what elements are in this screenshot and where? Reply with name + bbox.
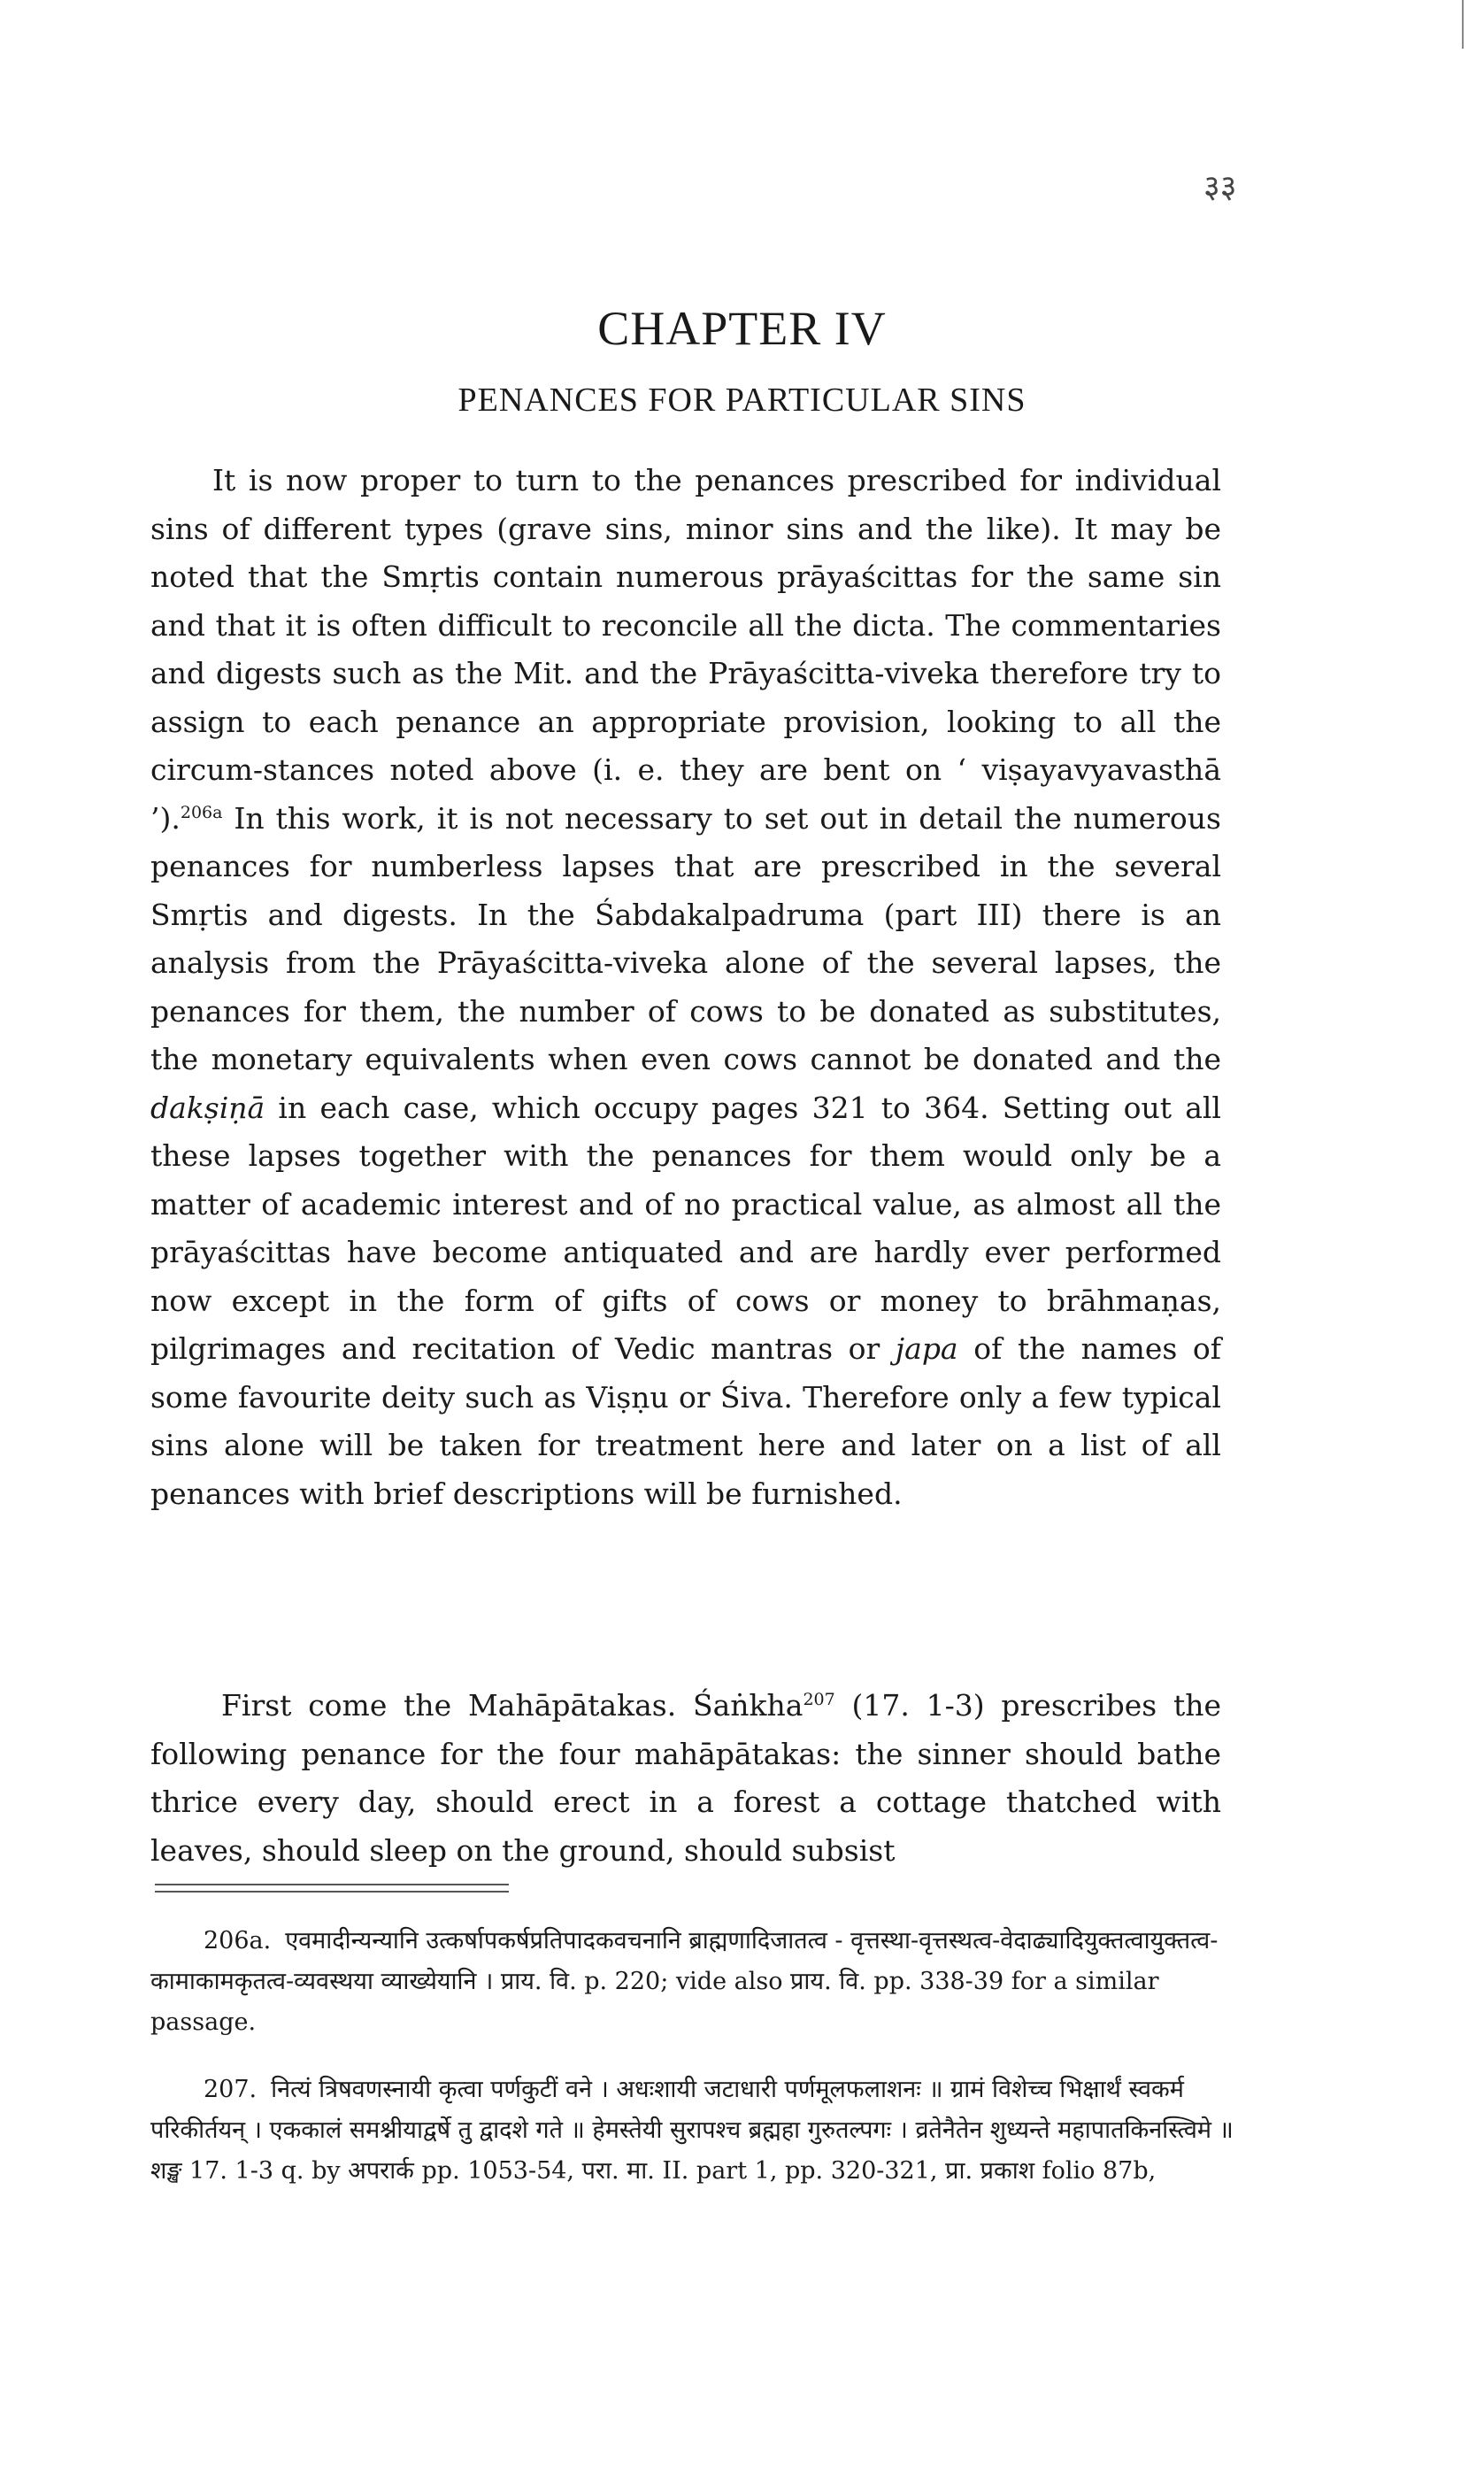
footnote-reference: 207 (803, 1690, 835, 1709)
chapter-heading: CHAPTER IV (597, 302, 887, 355)
paragraph-text: of the names of some favourite deity such as Viṣṇu or Śiva. Therefore only a few typical sins alone will be taken for treatment here and later on a list of all penances with brief descriptions will be furnished. (150, 1331, 1221, 1511)
paragraph-text: First come the Mahāpātakas. Śaṅkha (221, 1688, 804, 1723)
paragraph-text: in each case, which occupy pages 321 to 364. Setting out all these lapses together with the penances for them would only be a matter of academic interest and of no practical value, as almost all the prāyaścittas have become antiquated and are hardly ever performed now except in the form of gifts of cows or money to brāhmaṇas, pilgrimages and recitation of Vedic mantras or (150, 1090, 1221, 1366)
page-edge-line (1462, 0, 1464, 49)
chapter-subtitle: PENANCES FOR PARTICULAR SINS (458, 382, 1026, 419)
footnote (150, 2070, 1239, 2192)
italic-term: japa (895, 1331, 958, 1366)
body-paragraph (150, 457, 1221, 1518)
paragraph-text: In this work, it is not necessary to set out in detail the numerous penances for numberless lapses that are prescribed in the several Smṛtis and digests. In the Śabdakalpadruma (part III) there is an analysis from the Prāyaścitta-viveka alone of the several lapses, the penances for them, the number of cows to be donated as substitutes, the monetary equivalents when even cows cannot be donated and the (150, 800, 1221, 1076)
page-number: ३३ (1203, 169, 1237, 205)
body-paragraph (150, 1682, 1221, 1875)
footnote-text: नित्यं त्रिषवणस्नायी कृत्वा पर्णकुटीं वने । अधःशायी जटाधारी पर्णमूलफलाशनः ॥ ग्रामं विशेच्च भिक्षार्थं स्वकर्म परिकीर्तयन् । एककालं समश्नीयाद्वर्षे तु द्वादशे गते ॥ हेमस्तेयी सुरापश्च ब्रह्महा गुरुतल्पगः । व्रतेनैतेन शुध्यन्ते महापातकिनस्त्विमे ॥ शङ्ख 17. 1-3 q. by अपरार्क pp. 1053-54, परा. मा. II. part 1, pp. 320-321, प्रा. प्रकाश folio 87b, (150, 2076, 1234, 2185)
paragraph-text: It is now proper to turn to the penances prescribed for individual sins of different types (grave sins, minor sins and the like). It may be noted that the Smṛtis contain numerous prāyaścittas for the same sin and that it is often difficult to reconcile all the dicta. The commentaries and digests such as the Mit. and the Prāyaścitta-viveka therefore try to assign to each penance an appropriate provision, looking to all the circum-stances noted above (i. e. they are bent on ‘ viṣayavyavasthā ’). (150, 463, 1221, 836)
footnote-text: एवमादीन्यन्यानि उत्कर्षापकर्षप्रतिपादकवचनानि ब्राह्मणादिजातत्व - वृत्तस्था-वृत्तस्थत्व-वेदाढ्यादियुक्तत्वायुक्तत्व-कामाकामकृतत्व-व्यवस्थया व्याख्येयानि । प्राय. वि. p. 220; vide also प्राय. वि. pp. 338-39 for a similar passage. (150, 1927, 1219, 2036)
italic-term: dakṣiṇā (150, 1090, 265, 1125)
footnote-number: 206a. (204, 1927, 272, 1954)
footnote (150, 1921, 1239, 2043)
footnote-reference: 206a (180, 802, 223, 822)
footnote-number: 207. (204, 2076, 258, 2103)
footnote-divider (155, 1884, 509, 1893)
paragraph-text: (17. 1-3) prescribes the following penance for the four mahāpātakas: the sinner should bathe thrice every day, should erect in a forest a cottage thatched with leaves, should sleep on the ground, should subsist (150, 1688, 1221, 1868)
